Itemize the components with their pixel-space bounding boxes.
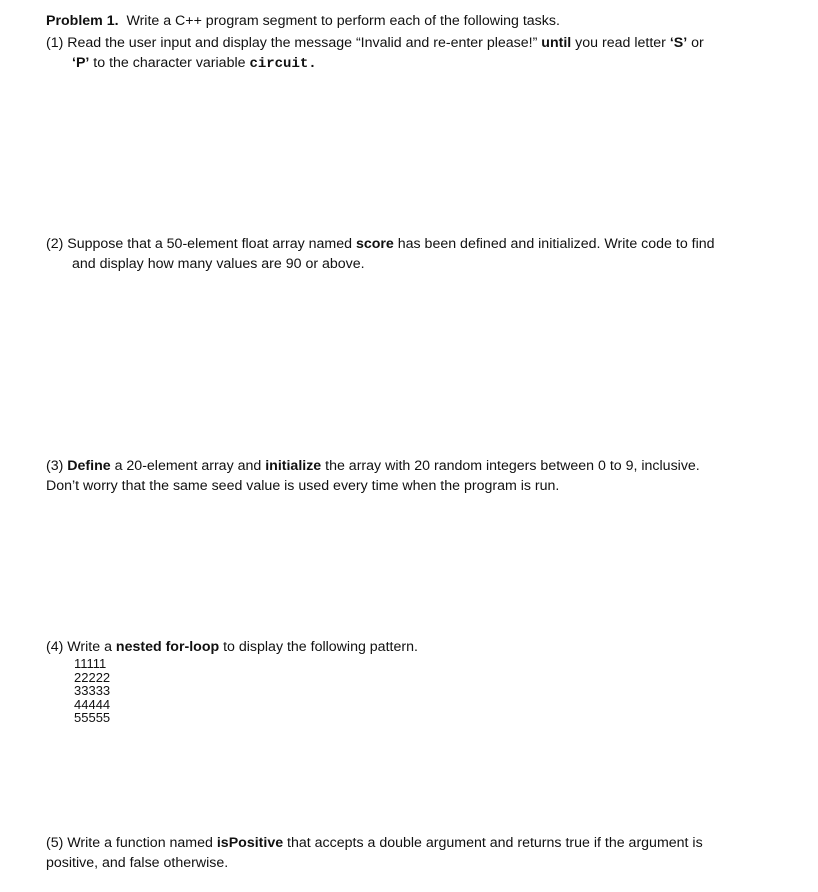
task-4-text: to display the following pattern.	[219, 639, 418, 655]
task-1-text: you read letter	[571, 35, 670, 51]
task-3-text: a 20-element array and	[110, 458, 266, 474]
task-2-emphasis-score: score	[355, 236, 394, 252]
task-1-emphasis-until: until	[541, 35, 572, 51]
task-3-text: (3)	[46, 458, 68, 474]
task-1-text: or	[687, 35, 704, 51]
problem-title: Problem 1.	[46, 13, 119, 29]
task-4	[46, 637, 786, 657]
task-5-text: (5) Write a function named	[46, 835, 217, 851]
pattern-row: 11111	[74, 656, 107, 671]
pattern-row: 22222	[74, 669, 111, 685]
task-4-text: (4) Write a	[46, 639, 116, 655]
task-1-text: (1) Read the user input and display the message “Invalid and re-enter please!”	[46, 35, 542, 51]
problem-intro: Write a C++ program segment to perform each of the following tasks.	[126, 13, 560, 29]
pattern-row: 55555	[74, 710, 111, 726]
pattern-row: 33333	[74, 683, 111, 699]
task-1-letter-s: ‘S’	[669, 35, 688, 51]
task-2-text-line-2: and display how many values are 90 or above.	[72, 256, 365, 272]
task-2-text: (2) Suppose that a 50-element float array named	[46, 236, 356, 252]
task-5-emphasis-ispositive: isPositive	[216, 835, 284, 851]
problem-heading	[46, 11, 786, 31]
task-4-emphasis-nested-for-loop: nested for-loop	[115, 639, 220, 655]
task-1-text: to the character variable	[89, 55, 250, 71]
task-3-text: the array with 20 random integers between 0 to 9, inclusive.	[321, 458, 700, 474]
task-3-emphasis-define: Define	[67, 458, 111, 474]
task-3	[46, 456, 786, 496]
task-4-pattern	[74, 657, 110, 725]
task-3-text-line-2: Don’t worry that the same seed value is used every time when the program is run.	[46, 478, 560, 494]
task-5	[46, 833, 786, 873]
task-1-variable-circuit: circuit.	[249, 56, 317, 72]
pattern-row: 44444	[74, 696, 111, 712]
task-2	[46, 234, 786, 274]
task-5-text: that accepts a double argument and returns true if the argument is	[283, 835, 703, 851]
task-5-text-line-2: positive, and false otherwise.	[46, 855, 229, 871]
task-3-emphasis-initialize: initialize	[265, 458, 322, 474]
task-1	[46, 33, 786, 74]
task-2-text: has been defined and initialized. Write code to find	[393, 236, 715, 252]
task-1-letter-p: ‘P’	[72, 55, 90, 71]
